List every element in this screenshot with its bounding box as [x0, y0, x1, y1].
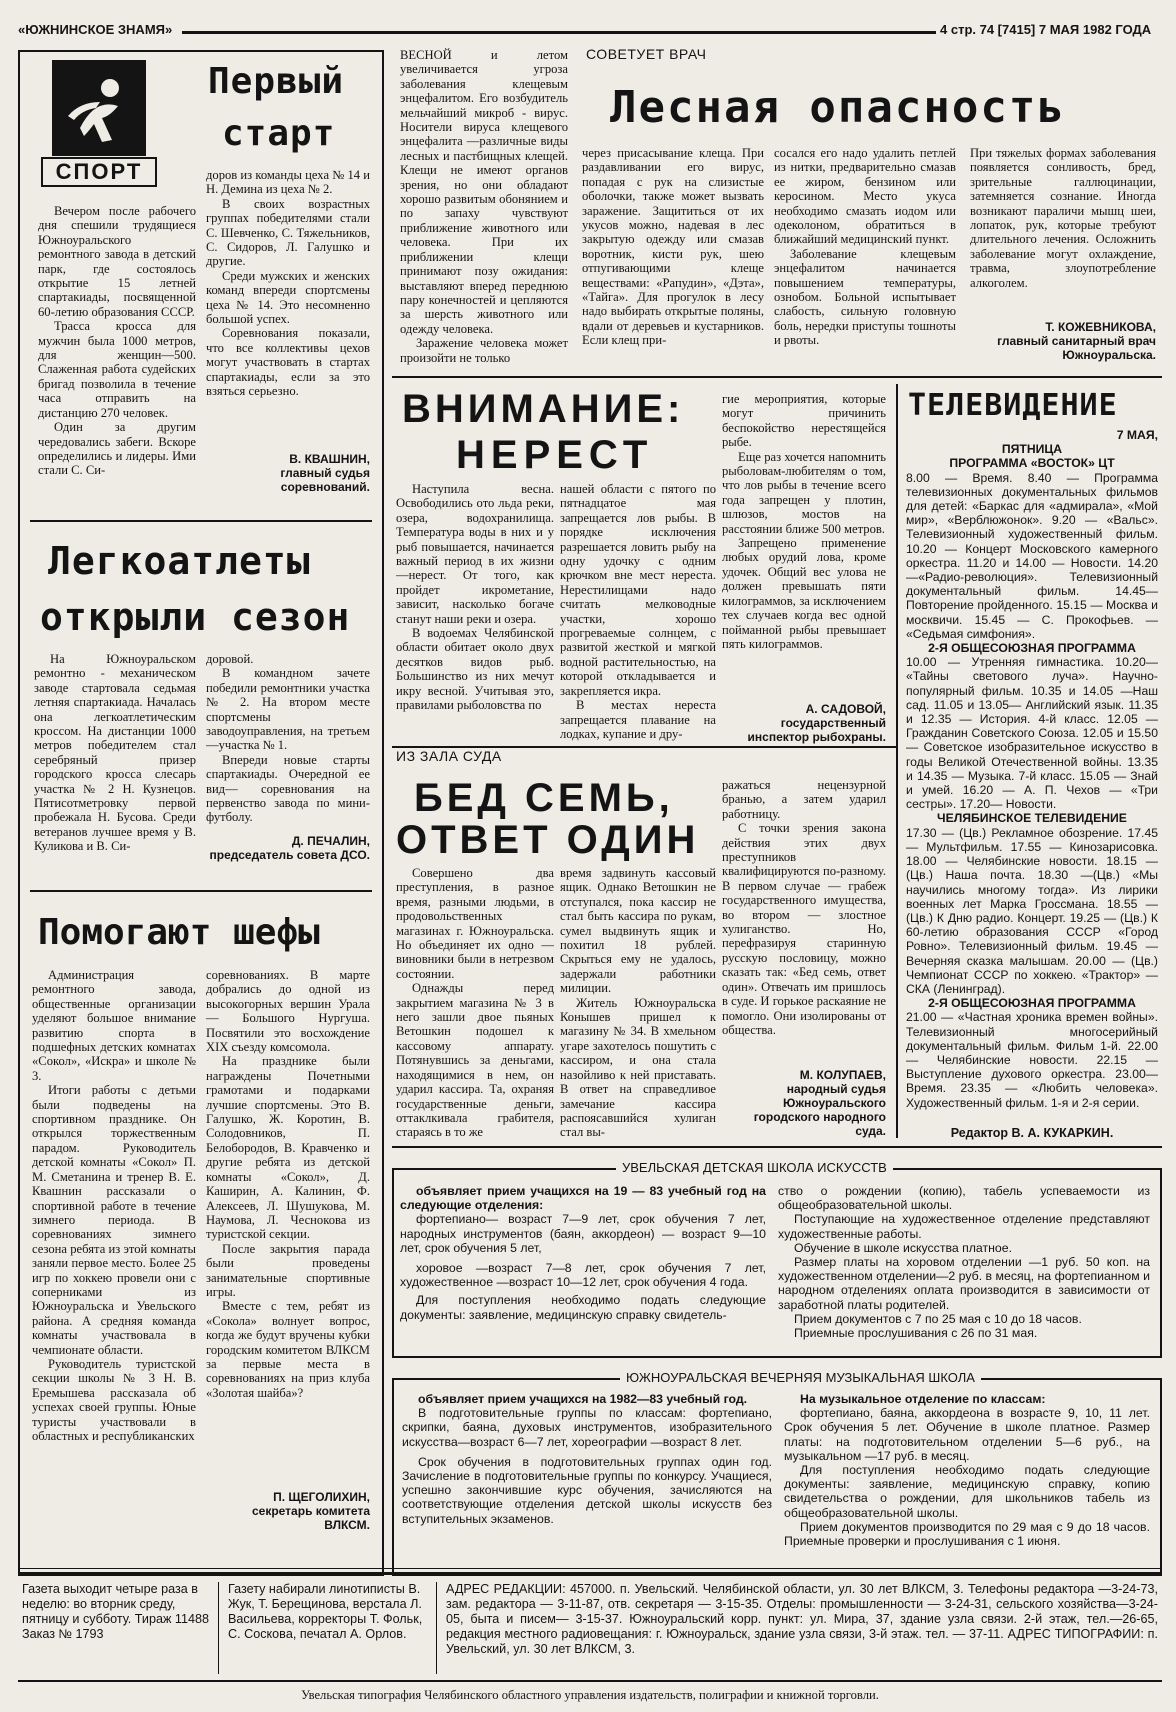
- sport-logo-label: СПОРТ: [55, 159, 143, 184]
- tv-date: 7 МАЯ,: [1116, 428, 1158, 442]
- paragraph: Заражение человека может произойти не только: [400, 336, 568, 365]
- spawning-col-3: [722, 392, 886, 700]
- paragraph: Вместе с тем, ребят из «Сокола» волнует вопрос, когда же будут вручены кубки городским комитетом ВЛКСМ за первые места в соревнованиях на приз клуба «Золотая шайба»?: [206, 1299, 370, 1400]
- court-title-2: ОТВЕТ ОДИН: [396, 818, 700, 862]
- ad-heading: объявляет прием учащихся на 1982—83 учебный год.: [418, 1392, 748, 1406]
- forest-col-2: [582, 146, 764, 364]
- paragraph: На Южноуральском ремонтно - механическом заводе стартовала седьмая летняя спартакиада. Началась она легкоатлетическим кроссом. На дистанции 1000 метров победителем стал серебряный призер городского кросса слесарь участка № 2 Н. Кузнецов. Пятисотметровку первой пробежала Н. Бусова. Среди ветеранов лучшее время у В. Куликова и В. Си-: [34, 652, 196, 854]
- paragraph: Еще раз хочется напомнить рыболовам-любителям о том, что лов рыбы в течение всего года запрещен у плотин, шлюзов, мостов на расстоянии ближе 500 метров.: [722, 449, 886, 536]
- signature-name: Т. КОЖЕВНИКОВА,: [1045, 320, 1156, 334]
- paragraph: В водоемах Челябинской области обитает около двух десятков видов рыб. Большинство из них мечут икру весной. Учитывая это, правилами рыболовства по: [396, 626, 554, 713]
- forest-col-3: [774, 146, 956, 364]
- paragraph: Прием документов с 7 по 25 мая с 10 до 18 часов.: [794, 1311, 1082, 1326]
- patrons-right-col: [206, 968, 370, 1484]
- paragraph: доров из команды цеха № 14 и Н. Демина из цеха № 2.: [206, 168, 370, 197]
- music-school-ad-title: ЮЖНОУРАЛЬСКАЯ ВЕЧЕРНЯЯ МУЗЫКАЛЬНАЯ ШКОЛА: [620, 1370, 981, 1385]
- paragraph: Срок обучения в подготовительных группах один год. Зачисление в подготовительные группы по конкурсу. Учащиеся, успешно закончившие курс обучения, зачисляются на соответствующие отделения детской школы искусств без вступительных экзаменов.: [402, 1454, 772, 1526]
- tv-channel-3-listing: 17.30 — (Цв.) Рекламное обозрение. 17.45 — Мультфильм. 17.55 — Кинозарисовка. 18.00 — Челябинские новости. 18.15 — (Цв.) Наша почта. 18.30 —(Цв.) «Мы научились многому тогда». Из лирики военных лет Марка Гроссмана. 18.55 —(Цв.) К Дню радио. Концерт. 19.25 — (Цв.) К 60-летию образования СССР «Город Ровно». Телевизионный фильм. 19.45 — Вечерняя сказка малышам. 20.00 — (Цв.) Чемпионат СССР по хоккею. «Трактор» — СКА (Ленинград).: [906, 825, 1158, 996]
- athletes-left-col: [34, 652, 196, 870]
- footer-bottom-rule: [18, 1680, 1162, 1682]
- paragraph: хоровое —возраст 7—8 лет, срок обучения 7 лет, художественное —возраст 10—12 лет, срок обучения 4 года.: [400, 1261, 766, 1290]
- first-start-title-2: старт: [222, 113, 336, 154]
- paragraph: Прием документов производится по 29 мая с 9 до 18 часов. Приемные проверки и прослушивания с 1 июня.: [784, 1519, 1150, 1549]
- footer-top-rule: [18, 1568, 1162, 1569]
- footer-schedule: Газета выходит четыре раза в неделю: во вторник среду, пятницу и субботу. Тираж 11488 Заказ № 1793: [22, 1582, 209, 1641]
- paragraph: Для поступления необходимо подать следующие документы: заявление, медицинскую справку, копию свидетельства о рождении, для школьников табель из общеобразовательной школы.: [784, 1463, 1150, 1520]
- tv-channel-4: 2-Я ОБЩЕСОЮЗНАЯ ПРОГРАММА: [928, 996, 1136, 1011]
- sport-divider-2: [30, 890, 372, 892]
- signature-name: М. КОЛУПАЕВ,: [799, 1068, 886, 1082]
- paragraph: Приемные прослушивания с 26 по 31 мая.: [794, 1326, 1038, 1341]
- paragraph: Вечером после рабочего дня спешили трудящиеся Южноуральского ремонтного завода в детский парк, где состоялось открытие 15 летней спартакиады, посвященной 60-летию образования СССР.: [38, 204, 196, 319]
- patrons-signature: [206, 1490, 370, 1532]
- paragraph: Поступающие на художественное отделение представляют художественные работы.: [778, 1212, 1150, 1241]
- paragraph: Размер платы на хоровом отделении —1 руб. 50 коп. на художественном отделении—2 руб. в месяц, на фортепианном и народном отделениях оплата производится в зависимости от заработной платы родителей.: [778, 1255, 1150, 1312]
- music-school-ad-right: [784, 1392, 1150, 1572]
- signature-role: главный санитарный врач Южноуральска.: [997, 334, 1156, 362]
- masthead-rule: [182, 31, 936, 34]
- athletes-title-1: Легкоатлеты: [48, 539, 311, 583]
- tv-channel-4-listing: 21.00 — «Частная хроника времен войны». Телевизионный многосерийный документальный фильм. Фильм 1-й. 22.00 — Челябинские новости. 22.15 — Выступление духового оркестра. 23.00— Время. 23.35 — «Любить человека». Художественный фильм. 1-я и 2-я серии.: [906, 1010, 1158, 1110]
- footer-address: АДРЕС РЕДАКЦИИ: 457000. п. Увельский. Челябинской области, ул. 30 лет ВЛКСМ, 3. Телефоны редактора —3-24-73, зам. редактора — 3-11-87, отв. секретаря — 3-15-35. Отделы: промышленности — 3-24-31, сельского хозяйства—3-24-05, быта и писем— 3-15-37. Южноуральский корр. пункт: ул. Мира, 37, здание узла связи. 2-й этаж, тел.—26-65, редакция местного радиовещания: г. Южноуральск, здание узла связи, 3-й этаж. тел. — 37-11. АДРЕС ТИПОГРАФИИ: п. Увельский, ул. 30 лет ВЛКСМ, 3.: [446, 1582, 1158, 1656]
- forest-signature: [970, 320, 1156, 362]
- patrons-title: Помогают шефы: [38, 912, 320, 953]
- paragraph: В командном зачете победили ремонтники участка № 2. На втором месте спортсмены заводоуправления, на третьем—участка № 1.: [206, 666, 370, 753]
- music-school-ad-left: [402, 1392, 772, 1572]
- first-start-left-col: [38, 204, 196, 502]
- paragraph: Наступила весна. Освободились ото льда реки, озера, водохранилища. Температура воды в них и у рыб повышается, начинается важный период в их жизни —нерест. От того, как пройдет икрометание, зависит, насколько богаче станут наши реки и озера.: [396, 482, 554, 626]
- tv-column-rule: [896, 384, 898, 1138]
- signature-role: главный судья соревнований.: [280, 466, 370, 494]
- spawning-title-1: ВНИМАНИЕ:: [402, 387, 685, 431]
- first-start-title-1: Первый: [208, 61, 345, 102]
- tv-day: ПЯТНИЦА: [1001, 442, 1063, 457]
- paragraph: доровой.: [206, 652, 254, 666]
- masthead-right: 4 стр. 74 [7415] 7 МАЯ 1982 ГОДА: [940, 22, 1152, 37]
- masthead-left: «ЮЖНИНСКОЕ ЗНАМЯ»: [18, 22, 173, 37]
- paragraph: Житель Южноуральска Конышев пришел к магазину № 34. В хмельном угаре захотелось пошутить с кассиром, и она стала назойливо к ней приставать. В ответ на справедливое замечание кассира распоясавшийся хулиган стал вы-: [560, 995, 716, 1140]
- tv-channel-1-listing: 8.00 — Время. 8.40 — Программа телевизионных документальных фильмов для детей: «Баркас для «адмирала», «Мой мир», «Верблюжонок». 9.20 — «Вальс». Телевизионный художественный фильм. 10.20 — Концерт Московского камерного оркестра. 11.20 и 14.00 — Новости. 14.20—«Радио-революция». Телевизионный документальный фильм. 14.45— Повторение пройденного. 15.15 — Москва и москвичи. 15.45 — С. Прокофьев. — «Седьмая симфония».: [906, 470, 1158, 641]
- tv-title: ТЕЛЕВИДЕНИЕ: [908, 388, 1118, 423]
- spawning-col-1: [396, 482, 554, 744]
- paragraph: фортепиано, баяна, аккордеона в возрасте 9, 10, 11 лет. Срок обучения 5 лет. Обучение в школе платное. Размер платы: на подготовительном отделении 5—6 руб., на музыкальном —17 руб. в месяц.: [784, 1406, 1150, 1463]
- court-rubric: ИЗ ЗАЛА СУДА: [396, 748, 502, 764]
- court-col-2: [560, 866, 716, 1140]
- tv-channel-2: 2-Я ОБЩЕСОЮЗНАЯ ПРОГРАММА: [928, 641, 1136, 656]
- signature-role: государственный инспектор рыбохраны.: [747, 716, 886, 744]
- paragraph: В местах нереста запрещается плавание на лодках, купание и дру-: [560, 698, 716, 741]
- first-start-right-col: [206, 168, 370, 448]
- editor-rule: [392, 1146, 1162, 1148]
- paragraph: С точки зрения закона действия этих двух преступников квалифицируются по-разному. В первом случае — грабеж государственного имущества, во втором — злостное хулиганство. Но, перефразируя старинную русскую пословицу, можно сказать так: «Бед семь, ответ один». Отвечать им пришлось в суде. И горькое раскаяние не помогло. Они изолированы от общества.: [722, 821, 886, 1037]
- forest-bottom-rule: [392, 376, 1162, 378]
- paragraph: Итоги работы с детьми были подведены на спортивном празднике. Он открылся торжественным парадом. Руководитель детской комнаты «Сокол» П. М. Сметанина и тренер В. Е. Квашнин рассказали о спортивной работе в течение зимнего периода. В соревнованиях зимнего сезона ребята из этой комнаты заняли первое место. Более 25 игр по хоккею провели они с соперниками из Южноуральска и Увельского района. А средняя команда комнаты участвовала в чемпионате области.: [32, 1083, 196, 1357]
- signature-name: А. САДОВОЙ,: [805, 702, 886, 716]
- spawning-title-2: НЕРЕСТ: [456, 433, 654, 477]
- paragraph: При тяжелых формах заболевания появляется сонливость, бред, зрительные галлюцинации, затемняется сознание. Иногда возникают параличи мышц шеи, лопаток, рук, которые требуют длительного лечения. Осложнить заболевание могут охлаждение, травма, злоупотребление алкоголем.: [970, 146, 1156, 290]
- sport-logo: [40, 58, 158, 188]
- athletes-right-col: [206, 652, 370, 825]
- athletes-signature: [206, 834, 370, 862]
- paragraph: Запрещено применение любых орудий лова, кроме удочек. Общий вес улова не должен превышать пяти килограммов, за исключением тех случаев когда вес одной пойманной рыбы превышает пять килограммов.: [722, 536, 886, 651]
- signature-name: П. ЩЕГОЛИХИН,: [273, 1490, 370, 1504]
- signature-name: В. КВАШНИН,: [289, 452, 370, 466]
- footer-printer: Увельская типография Челябинского областного управления издательств, полиграфии и книжной торговли.: [301, 1688, 879, 1702]
- tv-channel-2-listing: 10.00 — Утренняя гимнастика. 10.20— «Тайны светового луча». Научно-популярный фильм. 10.35 и 14.05 —Наш сад. 11.05 и 13.05— Английский язык. 11.35 и 12.35 — История. 4-й класс. 12.05 — Гражданин Советского Союза. 12.05 и 15.50— Советское изобразительное искусство в годы Великой Отечественной войны. 13.35 и 14.35 — Музыка. 7-й класс. 15.05 — Знай и умей. 16.20 — А. П. Чехов — «Три сестры». 17.20— Новости.: [906, 655, 1158, 812]
- paragraph: После закрытия парада были проведены занимательные спортивные игры.: [206, 1241, 370, 1299]
- paragraph: Один за другим чередовались забеги. Вскоре определились и лидеры. Ими стали С. Си-: [38, 420, 196, 478]
- paragraph: Обучение в школе искусства платное.: [794, 1240, 1013, 1255]
- spawning-col-2: [560, 482, 716, 744]
- paragraph: Руководитель туристской секции школы № 3 Н. В. Еремышева рассказала об успехах своей группы. Юные туристы участвовали в областных и республиканских: [32, 1356, 196, 1443]
- paragraph: время задвинуть кассовый ящик. Однако Ветошкин не отступался, пока кассир не стал быть кассира по рукам, сумел выдвинуть ящик и похитил 18 рублей. Скрыться ему не удалось, задержали работники милиции.: [560, 866, 716, 996]
- sport-divider-1: [30, 520, 372, 522]
- forest-col-4: [970, 146, 1156, 314]
- paragraph: На празднике были награждены Почетными грамотами и подарками лучшие спортсмены. Это В. Галушко, Ж. Коротин, В. Солодовников, П. Белобородов, В. Кравченко и другие ребята из детской комнаты «Сокол», Д. Каширин, А. Калинин, Ф. Алексеев, Л. Шушукова, М. Наумова, Л. Чеснокова из туристской секции.: [206, 1054, 370, 1242]
- paragraph: соревнованиях. В марте добрались до одной из высокогорных вершин Урала— Большого Нургуша. Посвятили это восхождение XIX съезду комсомола.: [206, 968, 370, 1055]
- paragraph: ражаться нецензурной бранью, а затем ударил работницу.: [722, 778, 886, 821]
- signature-role: секретарь комитета ВЛКСМ.: [251, 1504, 370, 1532]
- athletes-title-2: открыли сезон: [40, 595, 351, 639]
- paragraph: Совершено два преступления, в разное время, разными людьми, в продовольственных магазинах г. Южноуральска. Но объединяет их одно — виновники были в нетрезвом состоянии.: [396, 866, 554, 981]
- first-start-signature: [206, 452, 370, 494]
- paragraph: В своих возрастных группах победителями стали С. Шевченко, С. Тяжельников, С. Сидоров, Л. Галушко и другие.: [206, 196, 370, 269]
- forest-rubric: СОВЕТУЕТ ВРАЧ: [586, 46, 707, 62]
- court-signature: [722, 1068, 886, 1138]
- paragraph: сосался его надо удалить петлей из нитки, предварительно смазав ее жиром, бензином или керосином. Место укуса необходимо смазать иодом или одеколоном, обратиться в ближайший медицинский пункт.: [774, 146, 956, 247]
- paragraph: Администрация ремонтного завода, общественные организации уделяют большое внимание развитию спорта в подшефных детских комнатах «Сокол», «Искра» и школе № 3.: [32, 968, 196, 1083]
- ad-heading: объявляет прием учащихся на 19 — 83 учебный год на следующие отделения:: [400, 1184, 766, 1213]
- art-school-ad-right: [778, 1184, 1150, 1354]
- paragraph: В подготовительные группы по классам: фортепиано, скрипки, баяна, духовых инструментов, изобразительного искусства—возраст 6—7 лет, хореографии —возраст 8 лет.: [402, 1406, 772, 1449]
- patrons-left-col: [32, 968, 196, 1528]
- paragraph: Для поступления необходимо подать следующие документы: заявление, медицинскую справку свидетель-: [400, 1293, 766, 1322]
- footer-sep-2: [436, 1582, 437, 1674]
- signature-role: председатель совета ДСО.: [209, 848, 370, 862]
- paragraph: ство о рождении (копию), табель успеваемости из общеобразовательной школы.: [778, 1184, 1150, 1213]
- court-col-1: [396, 866, 554, 1140]
- paragraph: фортепиано— возраст 7—9 лет, срок обучения 7 лет, народных инструментов (баян, аккордеон) — возраст 9—10 лет, срок обучения 5 лет,: [400, 1212, 766, 1255]
- tv-channel-1: ПРОГРАММА «ВОСТОК» ЦТ: [949, 456, 1115, 471]
- footer-sep-1: [218, 1582, 219, 1674]
- paragraph: Однажды перед закрытием магазина № 3 в него зашли двое пьяных Ветошкин подошел к кассовому аппарату. Потянувшись за деньгами, находящимися в нем, он ударил кассира. Та, охраняя государственные деньги, оттаклкивала грабителя, стараясь в то же: [396, 981, 554, 1140]
- paragraph: Среди мужских и женских команд впереди спортсмены цеха № 14. Это несомненно большой успех.: [206, 268, 370, 327]
- paragraph: через присасывание клеща. При раздавливании его вирус, попадая с рук на слизистые оболочки, также может вызвать заражение. Защититься от их укусов можно, надевая в лес закрытую одежду или смазав воротник, кисти рук, шею отпугивающими клеще веществами: «Рапудин», «Дэта», «Тайга». Для прогулок в лесу надо выбирать открытые поляны, вдали от деревьев и кустарников. Если клещ при-: [582, 146, 764, 348]
- court-title-1: БЕД СЕМЬ,: [414, 776, 674, 820]
- paragraph: нашей области с пятого по пятнадцатое мая запрещается лов рыбы. В порядке исключения разрешается ловить рыбу на одну удочку с одним крючком вне мест нереста. Нерестилищами надо считать мелководные участки, хорошо прогреваемые солнцем, с развитой жесткой и мягкой водной растительностью, на которой откладывается и закрепляется икра.: [560, 482, 716, 698]
- court-col-3: [722, 778, 886, 1056]
- forest-lead-col: [400, 48, 568, 364]
- ad-heading: На музыкальное отделение по классам:: [800, 1392, 1046, 1406]
- spawning-signature: [722, 702, 886, 744]
- signature-name: Д. ПЕЧАЛИН,: [291, 834, 370, 848]
- footer-typesetters: Газету набирали линотиписты В. Жук, Т. Берещинова, верстала Л. Васильева, корректоры Т. Фольк, С. Сосковa, печатал А. Орлов.: [228, 1582, 423, 1641]
- paragraph: Заболевание клещевым энцефалитом начинается повышением температуры, ознобом. Больной испытывает слабость, сильную головную боль, нередки приступы тошноты и рвоты.: [774, 246, 956, 348]
- art-school-ad-title: УВЕЛЬСКАЯ ДЕТСКАЯ ШКОЛА ИСКУССТВ: [616, 1160, 893, 1175]
- tv-channel-3: ЧЕЛЯБИНСКОЕ ТЕЛЕВИДЕНИЕ: [937, 811, 1127, 826]
- paragraph: Трасса кросса для мужчин была 1000 метров, для женщин—500. Слаженная работа судейских бригад позволила в течение часа отправить на дистанцию 270 человек.: [38, 319, 196, 420]
- editor-line: Редактор В. А. КУКАРКИН.: [950, 1126, 1114, 1140]
- forest-title: Лесная опасность: [610, 82, 1066, 133]
- footer-rule-thick: [18, 1572, 1162, 1575]
- tv-program: [906, 428, 1158, 1132]
- signature-role: народный судья Южноуральского городского народного суда.: [753, 1082, 886, 1138]
- paragraph: Соревнования показали, что все коллективы цехов могут участвовать в стартах спартакиады, если за это взяться серьезно.: [206, 326, 370, 399]
- paragraph: ВЕСНОЙ и летом увеличивается угроза заболевания клещевым энцефалитом. Его возбудитель мельчайший микроб - вирус. Носители вируса клещевого энцефалита —различные виды лесных и пастбищных клещей. Клещи не имеют органов зрения, но они обладают хорошо развитым обонянием и по запаху чувствуют приближение животного или человека. При их приближении клещи принимают позу ожидания: выставляют вперед переднюю пару конечностей и цепляются за шерсть животного или одежду человека.: [400, 48, 568, 336]
- paragraph: Впереди новые старты спартакиады. Очередной ее вид— соревнования на первенство завода по мини-футболу.: [206, 752, 370, 825]
- art-school-ad-left: [400, 1184, 766, 1354]
- paragraph: гие мероприятия, которые могут причинить беспокойство нерестящейся рыбе.: [722, 392, 886, 450]
